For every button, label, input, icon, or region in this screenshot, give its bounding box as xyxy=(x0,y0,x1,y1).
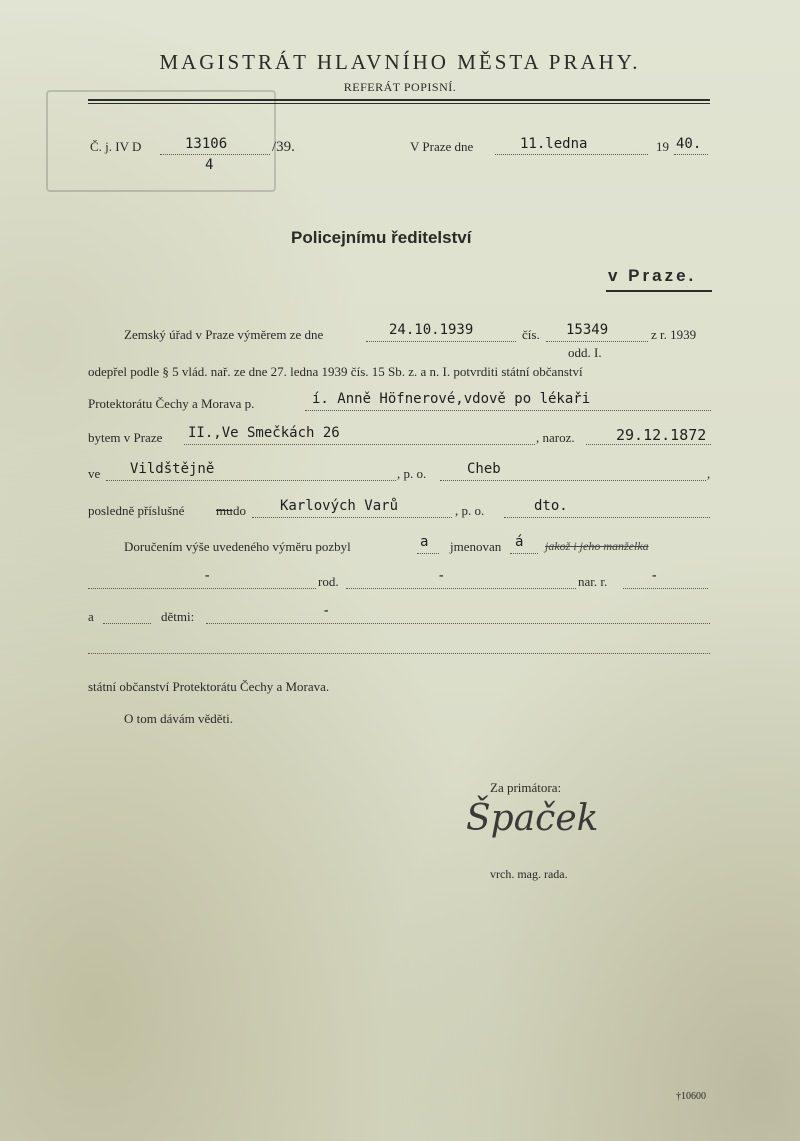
footer-code: †10600 xyxy=(676,1091,706,1102)
l6-place: Karlových Varů xyxy=(280,498,399,514)
l9-dotline2 xyxy=(206,623,710,624)
l7-jmenovan: jmenovan xyxy=(450,539,502,554)
l4-dob: 29.12.1872 xyxy=(616,426,707,444)
cj-dotline xyxy=(160,154,270,155)
l5-district: Cheb xyxy=(467,461,501,477)
l1-num-dotline xyxy=(546,341,648,342)
office-title: MAGISTRÁT HLAVNÍHO MĚSTA PRAHY. xyxy=(159,50,641,74)
l9-a: a xyxy=(88,609,94,624)
l5-district-dotline xyxy=(440,480,706,481)
l1-date-dotline xyxy=(366,341,516,342)
l1-date: 24.10.1939 xyxy=(389,322,474,338)
body-l2-text: odepřel podle § 5 vlád. nař. ze dne 27. ledna 1939 čís. 15 Sb. z. a n. I. potvrditi státní občanství xyxy=(88,364,583,379)
l1-year: z r. 1939 xyxy=(651,327,697,342)
l5-end: , xyxy=(707,466,711,481)
l8-dash2: - xyxy=(437,568,446,584)
l7-dot-a xyxy=(417,553,439,554)
office-subtitle: REFERÁT POPISNÍ. xyxy=(343,80,457,94)
date-label: V Praze dne xyxy=(410,139,474,154)
l8-dotline3 xyxy=(623,588,708,589)
l4-dotline xyxy=(184,444,535,445)
l6-text: posledně příslušné xyxy=(88,503,185,518)
l5-po: , p. o. xyxy=(397,466,427,481)
year-suffix: 40. xyxy=(676,136,702,152)
l8-dash3: - xyxy=(650,568,659,584)
cj-label: Č. j. IV D xyxy=(90,139,142,154)
l3-name: í. Anně Höfnerové,vdově po lékaři xyxy=(312,391,591,407)
l6-do: do xyxy=(233,503,246,518)
l6-dotline xyxy=(252,517,452,518)
cj-number: 13106 xyxy=(185,136,228,152)
l8-nar: nar. r. xyxy=(578,574,608,589)
l10-dotline xyxy=(88,653,710,654)
header-rule-thin xyxy=(88,103,710,104)
l6-district: dto. xyxy=(534,498,568,514)
date-value: 11.ledna xyxy=(520,136,588,152)
signature-za: Za primátora: xyxy=(490,780,562,795)
header-rule-thick xyxy=(88,99,710,101)
body-l3-text: Protektorátu Čechy a Morava p. xyxy=(88,396,255,411)
l4-dob-dotline xyxy=(586,444,711,445)
l9-dotline1 xyxy=(103,623,151,624)
l9-deti: dětmi: xyxy=(161,609,195,624)
l8-dash1: - xyxy=(203,568,212,584)
l8-dotline1 xyxy=(88,588,316,589)
l1-cis: čís. xyxy=(522,327,540,342)
addressee-line1: Policejnímu ředitelství xyxy=(291,228,472,247)
l6-struck: mu xyxy=(216,503,233,518)
l7-fill-b: á xyxy=(515,534,524,550)
l10-text: státní občanství Protektorátu Čechy a Morava. xyxy=(88,679,330,694)
l7-struck: jakož i jeho manželka xyxy=(545,539,649,553)
l5-ve: ve xyxy=(88,466,101,481)
l11-text: O tom dávám věděti. xyxy=(124,711,234,726)
l8-rod: rod. xyxy=(318,574,339,589)
l1-number: 15349 xyxy=(566,322,609,338)
l6-district-dotline xyxy=(504,517,710,518)
l6-po: , p. o. xyxy=(455,503,485,518)
l3-dotline xyxy=(305,410,711,411)
body-l1-text: Zemský úřad v Praze výměrem ze dne xyxy=(124,327,324,342)
addressee-line2: v Praze. xyxy=(608,266,697,285)
addressee-underline xyxy=(606,290,712,292)
l7-dot-b xyxy=(510,553,538,554)
l5-dotline xyxy=(106,480,396,481)
signature-title: vrch. mag. rada. xyxy=(490,867,568,881)
l4-address: II.,Ve Smečkách 26 xyxy=(188,425,340,441)
l8-dotline2 xyxy=(346,588,576,589)
l7-text: Doručením výše uvedeného výměru pozbyl xyxy=(124,539,351,554)
l9-dash: - xyxy=(322,603,331,619)
year-prefix: 19 xyxy=(656,139,669,154)
l1-odd: odd. I. xyxy=(568,345,602,360)
cj-sub: 4 xyxy=(205,157,214,173)
faint-stamp xyxy=(46,90,276,192)
l5-place: Vildštějně xyxy=(130,461,215,477)
cj-year: /39. xyxy=(272,139,295,155)
signature-name: Špaček xyxy=(466,798,599,839)
year-dotline xyxy=(674,154,708,155)
body-l4-text: bytem v Praze xyxy=(88,430,163,445)
l7-fill-a: a xyxy=(420,534,429,550)
date-dotline xyxy=(495,154,648,155)
l4-naroz: , naroz. xyxy=(536,430,575,445)
